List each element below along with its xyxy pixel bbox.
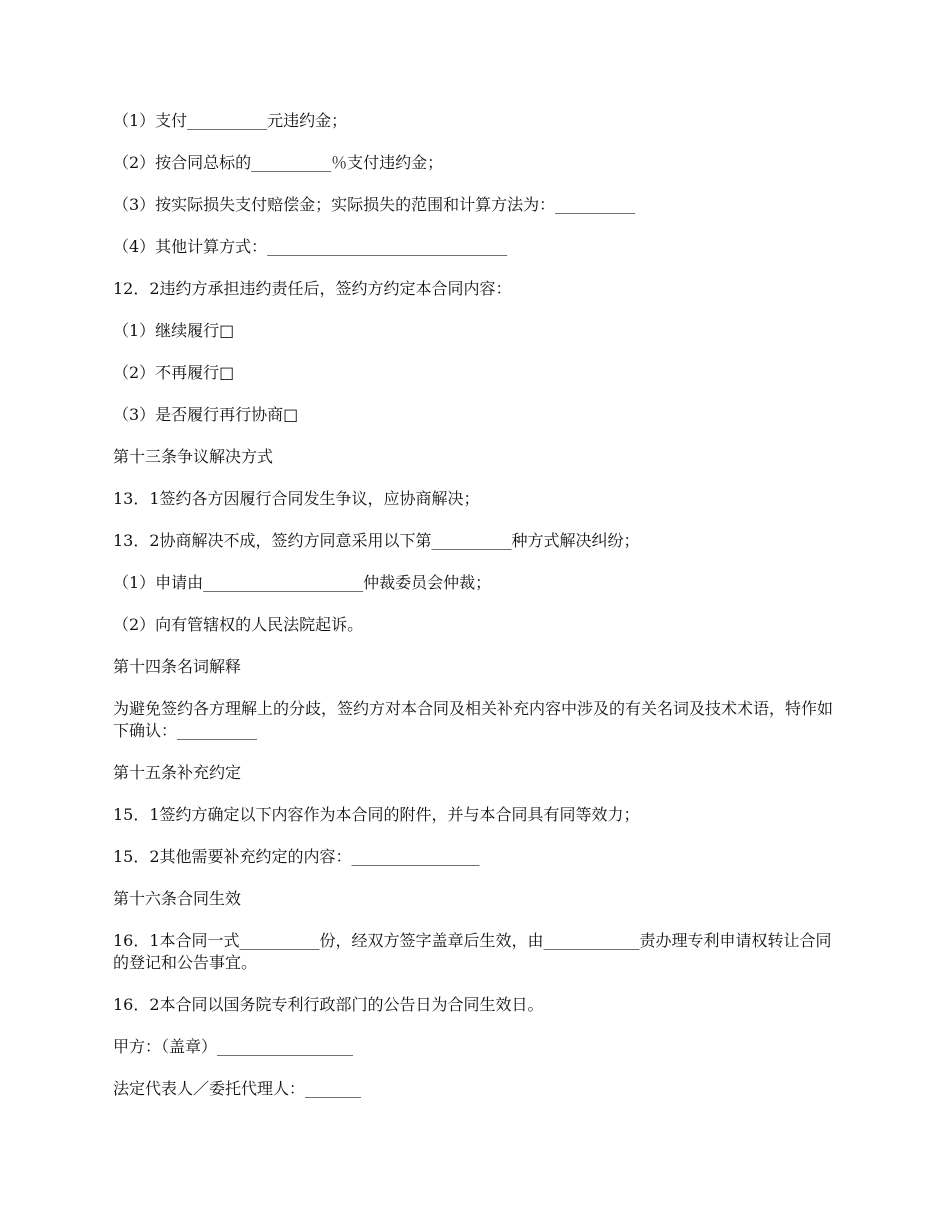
- option-negotiate-performance: （3）是否履行再行协商□: [113, 405, 299, 424]
- clause-12-2: 12．2违约方承担违约责任后，签约方约定本合同内容：: [113, 279, 512, 298]
- contract-body: [113, 110, 841, 1120]
- clause-16-2: 16．2本合同以国务院专利行政部门的公告日为合同生效日。: [113, 995, 544, 1014]
- legal-representative: 法定代表人／委托代理人：_______: [113, 1079, 362, 1098]
- party-a-seal: 甲方：（盖章）_________________: [113, 1037, 354, 1056]
- clause-13-2: 13．2协商解决不成，签约方同意采用以下第__________种方式解决纠纷；: [113, 531, 640, 550]
- article-13-heading: 第十三条争议解决方式: [113, 447, 274, 466]
- clause-14-terms: 为避免签约各方理解上的分歧，签约方对本合同及相关补充内容中涉及的有关名词及技术术语，特作如下确认：__________: [113, 699, 834, 740]
- clause-16-1: 16．1本合同一式__________份，经双方签字盖章后生效，由____________责办理专利申请权转让合同的登记和公告事宜。: [113, 931, 832, 972]
- article-15-heading: 第十五条补充约定: [113, 763, 242, 782]
- clause-penalty-fixed: （1）支付__________元违约金；: [113, 111, 348, 130]
- clause-penalty-percent: （2）按合同总标的__________％支付违约金；: [113, 153, 444, 172]
- clause-15-1: 15．1签约方确定以下内容作为本合同的附件，并与本合同具有同等效力；: [113, 805, 640, 824]
- option-continue-performance: （1）继续履行□: [113, 321, 235, 340]
- article-14-heading: 第十四条名词解释: [113, 657, 242, 676]
- option-no-further-performance: （2）不再履行□: [113, 363, 235, 382]
- article-16-heading: 第十六条合同生效: [113, 889, 242, 908]
- clause-penalty-actual-loss: （3）按实际损失支付赔偿金；实际损失的范围和计算方法为：__________: [113, 195, 636, 214]
- clause-15-2: 15．2其他需要补充约定的内容：________________: [113, 847, 480, 866]
- option-arbitration: （1）申请由____________________仲裁委员会仲裁；: [113, 573, 492, 592]
- option-court: （2）向有管辖权的人民法院起诉。: [113, 615, 364, 634]
- clause-penalty-other: （4）其他计算方式：______________________________: [113, 237, 508, 256]
- clause-13-1: 13．1签约各方因履行合同发生争议，应协商解决；: [113, 489, 480, 508]
